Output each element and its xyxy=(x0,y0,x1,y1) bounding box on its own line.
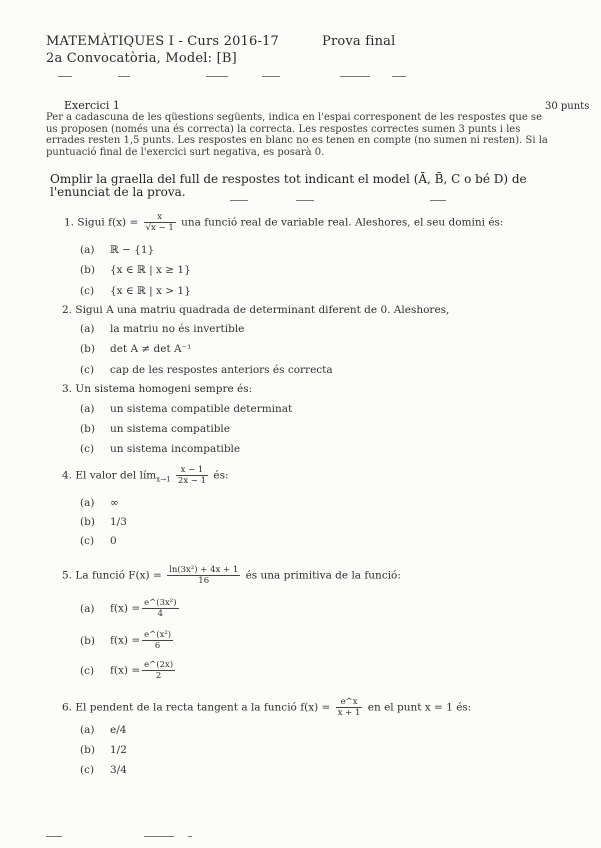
q3-option-b[interactable]: (b) un sistema compatible xyxy=(80,423,230,435)
q5-option-a[interactable]: (a) f(x) = $\frac{\text{e\textasciicircum{}(3x²)}}{4}$ xyxy=(80,598,177,619)
q5-option-b[interactable]: (b) f(x) = $\frac{\text{e\textasciicircum{}(x²)}}{6}$ xyxy=(80,630,172,651)
exercise-points: 30 punts xyxy=(545,101,590,112)
question-2: 2. Sigui A una matriu quadrada de determinant diferent de 0. Aleshores, xyxy=(62,304,450,316)
q4-option-a[interactable]: (a) ∞ xyxy=(80,497,119,509)
exam-type: Prova final xyxy=(322,34,396,49)
call-model: 2a Convocatòria, Model: [B] xyxy=(46,51,237,66)
exercise-instructions: Per a cadascuna de les qüestions següents, indica en l'espai corresponent de les respostes que se us proposen (només una és correcta) la correcta. Les respostes correctes sumen 3 punts i les errades resten 1,5 punts. Les respostes en blanc no es tenen en compte (no sumen ni resten). Si la puntuació final de l'exercici surt negativa, es posarà 0. xyxy=(46,112,548,158)
q4-fraction: $\frac{x - 1}{2x - 1}$ xyxy=(177,465,207,486)
q1-option-b[interactable]: (b) {x ∈ ℝ | x ≥ 1} xyxy=(80,264,191,276)
question-1: 1. Sigui f(x) = $\frac{x}{√x - 1}$ una funció real de variable real. Aleshores, el seu domini és: xyxy=(64,212,504,233)
q5c-fraction: $\frac{e\^{}(2x)}{2}$ xyxy=(144,660,174,681)
q5-fraction: $\frac{\text{ln(3x²) + 4x + 1}}{16}$ xyxy=(169,565,239,586)
q2-option-a[interactable]: (a) la matriu no és invertible xyxy=(80,323,245,335)
q2-option-b[interactable]: (b) det A ≠ det A⁻¹ xyxy=(80,343,192,355)
question-3: 3. Un sistema homogeni sempre és: xyxy=(62,383,253,395)
question-5: 5. La funció F(x) = $\frac{\text{ln(3x²) + 4x + 1}}{16}$ és una primitiva de la funció: xyxy=(62,565,401,586)
course-title: MATEMÀTIQUES I - Curs 2016-17 xyxy=(46,34,280,49)
q5a-fraction: $\frac{\text{e\textasciicircum{}(3x²)}}{4}$ xyxy=(144,598,177,619)
question-4: 4. El valor del lím$_{x\to 1}$ $\frac{x - 1}{2x - 1}$ és: xyxy=(62,465,229,486)
q6-option-c[interactable]: (c) 3/4 xyxy=(80,764,127,776)
q4-option-c[interactable]: (c) 0 xyxy=(80,535,117,547)
q4-option-b[interactable]: (b) 1/3 xyxy=(80,516,127,528)
exercise-title: Exercici 1 xyxy=(64,99,120,112)
q2-option-c[interactable]: (c) cap de les respostes anteriors és correcta xyxy=(80,364,333,376)
answer-grid-note: Omplir la graella del full de respostes tot indicant el model (Ā, B̄, C o bé D) de l'enunciat de la prova. xyxy=(50,172,527,199)
q3-option-c[interactable]: (c) un sistema incompatible xyxy=(80,443,241,455)
question-6: 6. El pendent de la recta tangent a la funció f(x) = $\frac{e\^{}x}{x + 1}$ en el punt x = 1 és: xyxy=(62,697,472,718)
q6-option-b[interactable]: (b) 1/2 xyxy=(80,744,127,756)
q3-option-a[interactable]: (a) un sistema compatible determinat xyxy=(80,403,293,415)
q1-fraction: $\frac{x}{√x - 1}$ xyxy=(145,212,174,233)
q5-option-c[interactable]: (c) f(x) = $\frac{e\^{}(2x)}{2}$ xyxy=(80,660,174,681)
q6-option-a[interactable]: (a) e/4 xyxy=(80,724,127,736)
q1-option-c[interactable]: (c) {x ∈ ℝ | x > 1} xyxy=(80,285,191,297)
q6-fraction: $\frac{e\^{}x}{x + 1}$ xyxy=(337,697,361,718)
q1-option-a[interactable]: (a) ℝ − {1} xyxy=(80,244,155,256)
q5b-fraction: $\frac{\text{e\textasciicircum{}(x²)}}{6}$ xyxy=(144,630,172,651)
